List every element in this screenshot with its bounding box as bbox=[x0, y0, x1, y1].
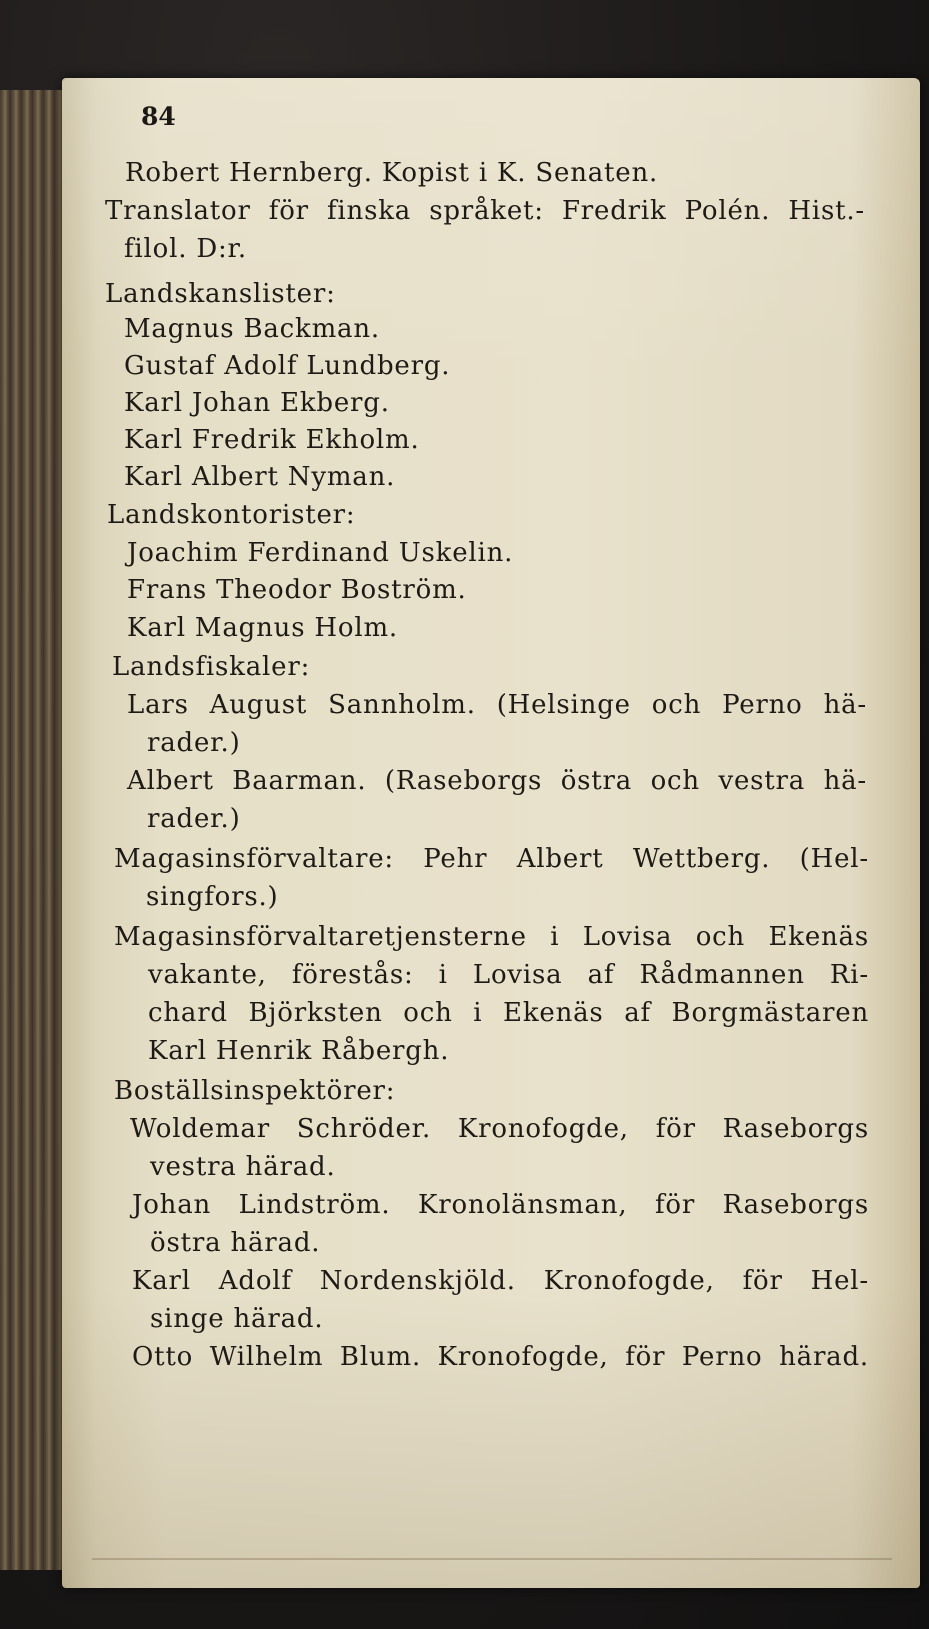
text-line: rader.) bbox=[147, 728, 241, 758]
text-line: Gustaf Adolf Lundberg. bbox=[124, 351, 451, 381]
text-line: Magasinsförvaltaretjensterne i Lovisa och Ekenäs bbox=[114, 922, 869, 952]
text-line: Karl Fredrik Ekholm. bbox=[124, 425, 420, 455]
book-page bbox=[62, 78, 920, 1588]
text-line: Karl Adolf Nordenskjöld. Kronofogde, för Hel- bbox=[132, 1266, 869, 1296]
text-line: Karl Albert Nyman. bbox=[124, 462, 396, 492]
text-line: Magasinsförvaltare: Pehr Albert Wettberg. (Hel- bbox=[114, 844, 869, 874]
section-heading: Landsfiskaler: bbox=[112, 652, 311, 682]
book-page-edges bbox=[0, 90, 70, 1570]
section-heading: Landskanslister: bbox=[105, 279, 336, 309]
section-heading: Boställsinspektörer: bbox=[114, 1076, 396, 1106]
page-number: 84 bbox=[141, 102, 176, 131]
text-line: singe härad. bbox=[150, 1304, 324, 1334]
text-line: Albert Baarman. (Raseborgs östra och vestra hä- bbox=[127, 766, 867, 796]
page-bottom-edge bbox=[92, 1558, 892, 1560]
text-line: Robert Hernberg. Kopist i K. Senaten. bbox=[125, 158, 659, 188]
text-line: Karl Henrik Råbergh. bbox=[148, 1036, 450, 1066]
text-line: rader.) bbox=[147, 804, 241, 834]
text-line: Karl Johan Ekberg. bbox=[124, 388, 390, 418]
text-line: Johan Lindström. Kronolänsman, för Raseborgs bbox=[132, 1190, 869, 1220]
text-line: östra härad. bbox=[150, 1228, 321, 1258]
section-heading: Landskontorister: bbox=[107, 500, 356, 530]
text-line: Woldemar Schröder. Kronofogde, för Raseborgs bbox=[130, 1114, 869, 1144]
text-line: chard Björksten och i Ekenäs af Borgmästaren bbox=[148, 998, 869, 1028]
text-line: Joachim Ferdinand Uskelin. bbox=[127, 538, 514, 568]
text-line: Lars August Sannholm. (Helsinge och Perno hä- bbox=[127, 690, 867, 720]
text-line: filol. D:r. bbox=[124, 234, 247, 264]
text-line: Otto Wilhelm Blum. Kronofogde, för Perno härad. bbox=[132, 1342, 869, 1372]
text-line: singfors.) bbox=[146, 882, 279, 912]
text-line: Karl Magnus Holm. bbox=[127, 613, 398, 643]
text-line: vakante, förestås: i Lovisa af Rådmannen Ri- bbox=[148, 960, 869, 990]
text-line: Translator för finska språket: Fredrik Polén. Hist.- bbox=[105, 196, 865, 226]
text-line: vestra härad. bbox=[150, 1152, 336, 1182]
text-line: Magnus Backman. bbox=[124, 314, 380, 344]
text-line: Frans Theodor Boström. bbox=[127, 575, 467, 605]
